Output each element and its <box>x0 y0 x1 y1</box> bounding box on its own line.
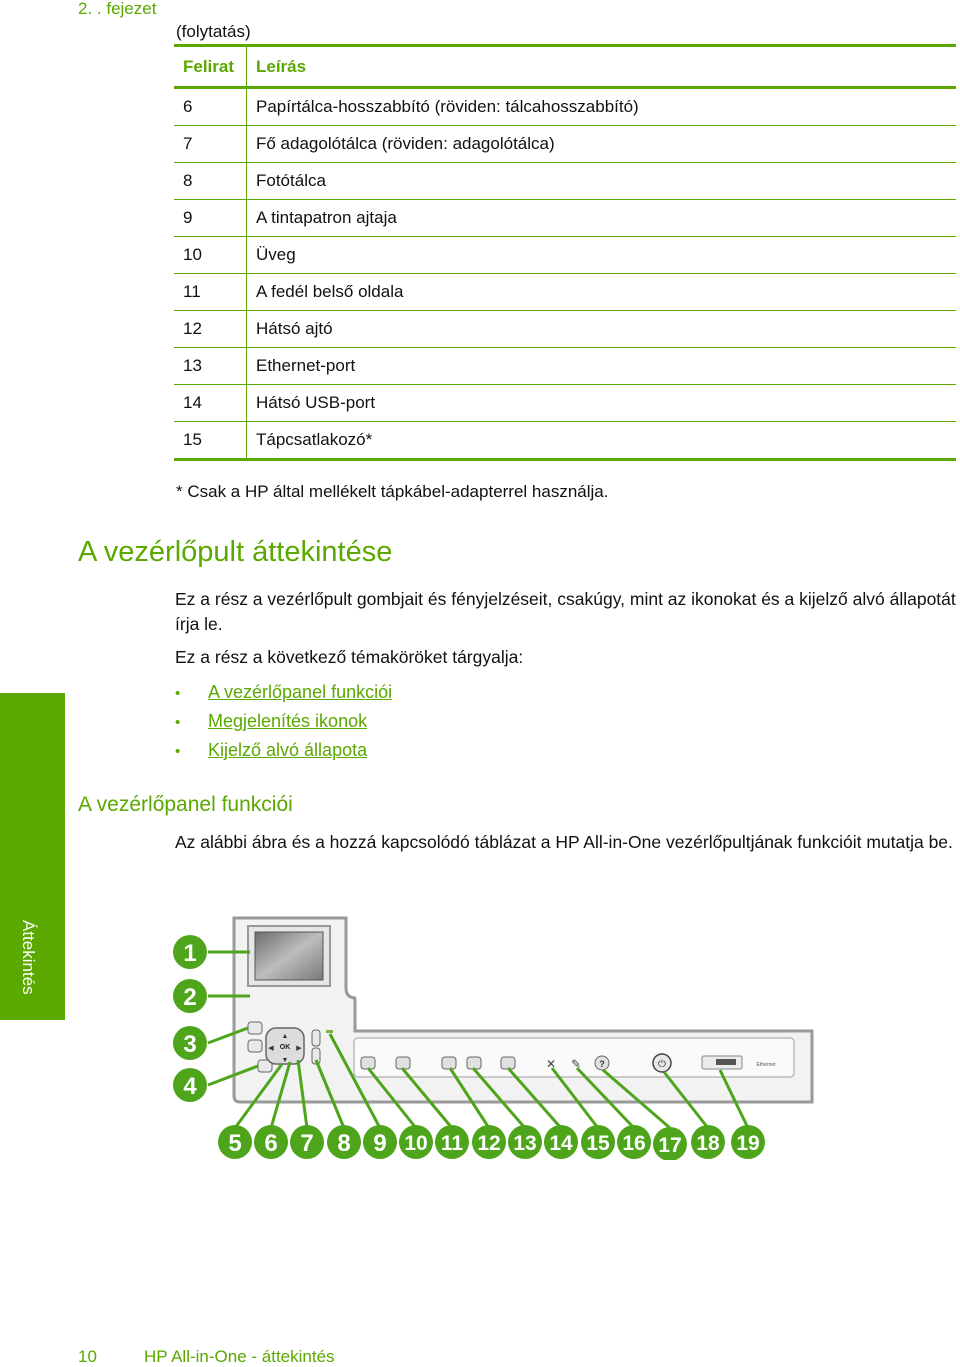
row-label: 15 <box>174 422 247 460</box>
legend-table <box>174 44 956 461</box>
row-label: 8 <box>174 163 247 200</box>
topic-link-panel-functions[interactable]: A vezérlőpanel funkciói <box>208 682 393 702</box>
chapter-label: 2. . fejezet <box>78 0 157 18</box>
list-item <box>175 707 392 736</box>
row-description: Ethernet-port <box>247 348 957 385</box>
callout-15: 15 <box>586 1132 610 1155</box>
control-panel-figure <box>170 910 820 1160</box>
table-row <box>174 348 956 385</box>
row-label: 12 <box>174 311 247 348</box>
bullet-icon: • <box>175 743 181 760</box>
list-item <box>175 678 392 707</box>
callout-19: 19 <box>736 1132 760 1155</box>
row-label: 11 <box>174 274 247 311</box>
table-row <box>174 163 956 200</box>
list-item <box>175 736 392 765</box>
subsection-title: A vezérlőpanel funkciói <box>78 793 293 816</box>
row-description: Fő adagolótálca (röviden: adagolótálca) <box>247 126 957 163</box>
callout-7: 7 <box>300 1130 314 1157</box>
callout-2: 2 <box>183 984 197 1011</box>
print-photos-button[interactable] <box>501 1057 515 1069</box>
callout-3: 3 <box>183 1031 197 1058</box>
row-label: 14 <box>174 385 247 422</box>
bullet-icon: • <box>175 685 181 702</box>
table-row <box>174 237 956 274</box>
subsection-text: Az alábbi ábra és a hozzá kapcsolódó táblázat a HP All-in-One vezérlőpultjának funkcióit mutatja be. <box>175 832 953 852</box>
section-title: A vezérlőpult áttekintése <box>78 536 393 568</box>
bottom-callouts <box>218 1125 765 1160</box>
display-screen <box>255 932 323 980</box>
footer-title: HP All-in-One - áttekintés <box>144 1347 335 1366</box>
callout-11: 11 <box>440 1132 464 1155</box>
callout-18: 18 <box>696 1132 720 1155</box>
row-description: Fotótálca <box>247 163 957 200</box>
column-header-label: Felirat <box>174 46 247 88</box>
row-label: 6 <box>174 88 247 126</box>
row-description: Papírtálca-hosszabbító (röviden: tálcahosszabbító) <box>247 88 957 126</box>
callout-10: 10 <box>404 1132 428 1155</box>
topic-link-display-sleep[interactable]: Kijelző alvó állapota <box>208 740 368 760</box>
row-description: Hátsó ajtó <box>247 311 957 348</box>
callout-6: 6 <box>264 1130 278 1157</box>
row-label: 13 <box>174 348 247 385</box>
status-light <box>326 1030 333 1033</box>
ok-button-label: OK <box>279 1044 291 1051</box>
row-label: 7 <box>174 126 247 163</box>
ethernet-label: Ethernet <box>756 1062 776 1068</box>
topic-link-display-icons[interactable]: Megjelenítés ikonok <box>208 711 368 731</box>
cancel-icon[interactable]: ✕ <box>545 1057 557 1071</box>
callout-8: 8 <box>337 1130 351 1157</box>
photo-button[interactable] <box>361 1057 375 1069</box>
table-row <box>174 200 956 237</box>
callout-14: 14 <box>549 1132 573 1155</box>
zoom-in-button[interactable] <box>312 1030 320 1046</box>
row-description: Üveg <box>247 237 957 274</box>
callout-12: 12 <box>477 1132 501 1155</box>
table-row <box>174 311 956 348</box>
callout-9: 9 <box>373 1130 387 1157</box>
callout-13: 13 <box>513 1132 537 1155</box>
row-label: 10 <box>174 237 247 274</box>
table-row <box>174 274 956 311</box>
footer-page-number: 10 <box>78 1347 97 1366</box>
table-footnote: * Csak a HP által mellékelt tápkábel-adapterrel használja. <box>176 482 609 501</box>
left-callouts <box>173 935 207 1102</box>
home-button[interactable] <box>248 1022 262 1034</box>
callout-1: 1 <box>183 940 197 967</box>
table-row <box>174 385 956 422</box>
nav-up-icon: ▲ <box>281 1033 289 1040</box>
continued-label: (folytatás) <box>176 22 251 41</box>
table-header-row <box>174 46 956 88</box>
callout-17: 17 <box>658 1134 682 1157</box>
table-row <box>174 126 956 163</box>
section-intro: Ez a rész a vezérlőpult gombjait és fényjelzéseit, csakúgy, mint az ikonokat és a kijelző alvó állapotát írja le. <box>175 589 956 634</box>
column-header-description: Leírás <box>247 46 957 88</box>
table-row <box>174 88 956 126</box>
nav-right-icon: ▶ <box>296 1045 302 1052</box>
bullet-icon: • <box>175 714 181 731</box>
help-button-label: ? <box>599 1059 605 1069</box>
row-description: A tintapatron ajtaja <box>247 200 957 237</box>
row-description: A fedél belső oldala <box>247 274 957 311</box>
side-tab-label: Áttekintés <box>19 920 38 995</box>
setup-wrench-icon[interactable]: ✎ <box>570 1057 582 1071</box>
nav-left-icon: ◀ <box>268 1045 274 1052</box>
wireless-light <box>716 1059 736 1065</box>
row-description: Tápcsatlakozó* <box>247 422 957 460</box>
start-copy-button[interactable] <box>442 1057 456 1069</box>
power-icon: ⏻ <box>658 1059 666 1070</box>
topics-intro: Ez a rész a következő témaköröket tárgyalja: <box>175 647 524 667</box>
topic-list <box>175 678 392 765</box>
nav-down-icon: ▼ <box>281 1057 289 1064</box>
callout-4: 4 <box>183 1073 197 1100</box>
settings-button[interactable] <box>248 1040 262 1052</box>
callout-5: 5 <box>228 1130 242 1157</box>
table-row <box>174 422 956 460</box>
row-description: Hátsó USB-port <box>247 385 957 422</box>
row-label: 9 <box>174 200 247 237</box>
callout-16: 16 <box>622 1132 646 1155</box>
